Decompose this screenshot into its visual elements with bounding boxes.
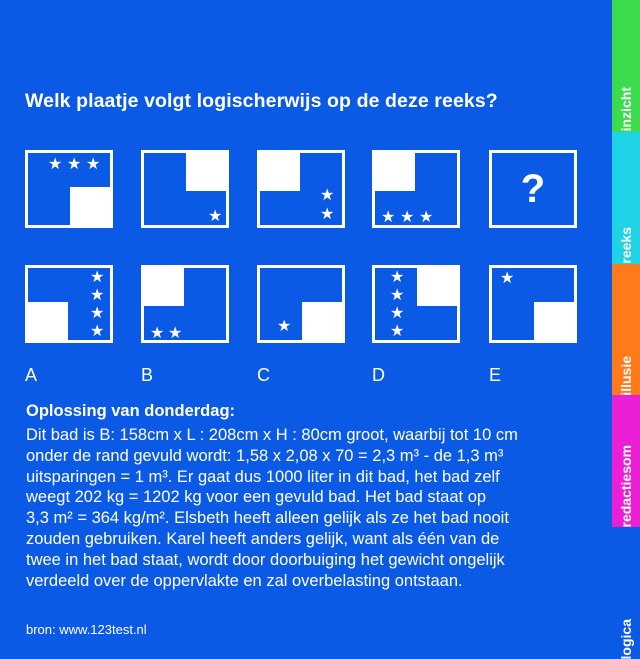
tab-label: redactiesom xyxy=(618,444,634,528)
star-icon: ★ xyxy=(90,287,105,304)
white-square xyxy=(70,187,110,225)
white-square xyxy=(534,302,574,340)
tab-reeks[interactable] xyxy=(612,132,640,264)
tab-label: reeks xyxy=(618,227,634,264)
star-icon: ★ xyxy=(390,269,405,286)
star-icon: ★ xyxy=(67,156,82,173)
sequence-tile-1 xyxy=(25,150,113,228)
tab-label: inzicht xyxy=(618,87,634,132)
option-label-c[interactable]: C xyxy=(257,365,270,385)
solution-line: twee in het bad staat, wordt door doorbuiging het gewicht ongelijk xyxy=(26,550,505,569)
answer-option-d[interactable] xyxy=(372,265,460,343)
answer-option-b[interactable] xyxy=(141,265,229,343)
solution-line: 3,3 m² = 364 kg/m². Elsbeth heeft alleen gelijk als ze het bad nooit xyxy=(26,509,509,528)
solution-line: verdeeld over de oppervlakte en zal overbelasting ontstaan. xyxy=(26,571,463,590)
option-label-e[interactable]: E xyxy=(489,365,502,385)
sequence-tile-4 xyxy=(372,150,460,228)
star-icon: ★ xyxy=(320,206,335,223)
tab-inzicht[interactable] xyxy=(612,0,640,132)
category-tabs xyxy=(612,0,640,659)
star-icon: ★ xyxy=(150,325,165,342)
tab-logica[interactable] xyxy=(612,527,640,659)
star-icon: ★ xyxy=(500,270,515,287)
solution-text xyxy=(26,425,608,591)
solution-title: Oplossing van donderdag: xyxy=(26,402,236,420)
option-label-b[interactable]: B xyxy=(141,365,154,385)
white-square xyxy=(144,268,184,306)
sequence-tile-3 xyxy=(257,150,345,228)
answer-option-a[interactable] xyxy=(25,265,113,343)
white-square xyxy=(375,153,415,191)
star-icon: ★ xyxy=(90,305,105,322)
star-icon: ★ xyxy=(168,325,183,342)
answer-option-c[interactable] xyxy=(257,265,345,343)
option-label-a[interactable]: A xyxy=(25,365,38,385)
star-icon: ★ xyxy=(86,156,101,173)
star-icon: ★ xyxy=(390,305,405,322)
puzzle-question: Welk plaatje volgt logischerwijs op de deze reeks? xyxy=(25,90,498,112)
solution-line: zouden gebruiken. Karel heeft anders gelijk, want als één van de xyxy=(26,529,500,548)
star-icon: ★ xyxy=(277,318,292,335)
question-mark: ? xyxy=(520,167,546,211)
star-icon: ★ xyxy=(320,187,335,204)
sequence-tile-unknown xyxy=(489,150,577,228)
star-icon: ★ xyxy=(390,287,405,304)
white-square xyxy=(186,153,226,191)
star-icon: ★ xyxy=(390,323,405,340)
solution-line: uitsparingen = 1 m³. Er gaat dus 1000 liter in dit bad, het bad zelf xyxy=(26,467,500,486)
tab-label: logica xyxy=(618,618,634,659)
solution-line: onder de rand gevuld wordt: 1,58 x 2,08 x 70 = 2,3 m³ - de 1,3 m³ xyxy=(26,446,504,465)
white-square xyxy=(302,302,342,340)
star-icon: ★ xyxy=(381,209,396,226)
tab-label: illusie xyxy=(618,355,634,396)
star-icon: ★ xyxy=(400,209,415,226)
option-label-d[interactable]: D xyxy=(372,365,385,385)
star-icon: ★ xyxy=(90,323,105,340)
answer-option-e[interactable] xyxy=(489,265,577,343)
star-icon: ★ xyxy=(208,208,223,225)
source-credit: bron: www.123test.nl xyxy=(26,622,147,637)
white-square xyxy=(28,302,68,340)
white-square xyxy=(417,268,457,306)
white-square xyxy=(260,153,300,191)
solution-line: Dit bad is B: 158cm x L : 208cm x H : 80cm groot, waarbij tot 10 cm xyxy=(26,426,518,444)
star-icon: ★ xyxy=(419,209,434,226)
sequence-tile-2 xyxy=(141,150,229,228)
tab-redactiesom[interactable] xyxy=(612,395,640,527)
solution-line: weegt 202 kg = 1202 kg voor een gevuld bad. Het bad staat op xyxy=(26,488,487,507)
tab-illusie[interactable] xyxy=(612,264,640,396)
star-icon: ★ xyxy=(90,269,105,286)
star-icon: ★ xyxy=(48,156,63,173)
